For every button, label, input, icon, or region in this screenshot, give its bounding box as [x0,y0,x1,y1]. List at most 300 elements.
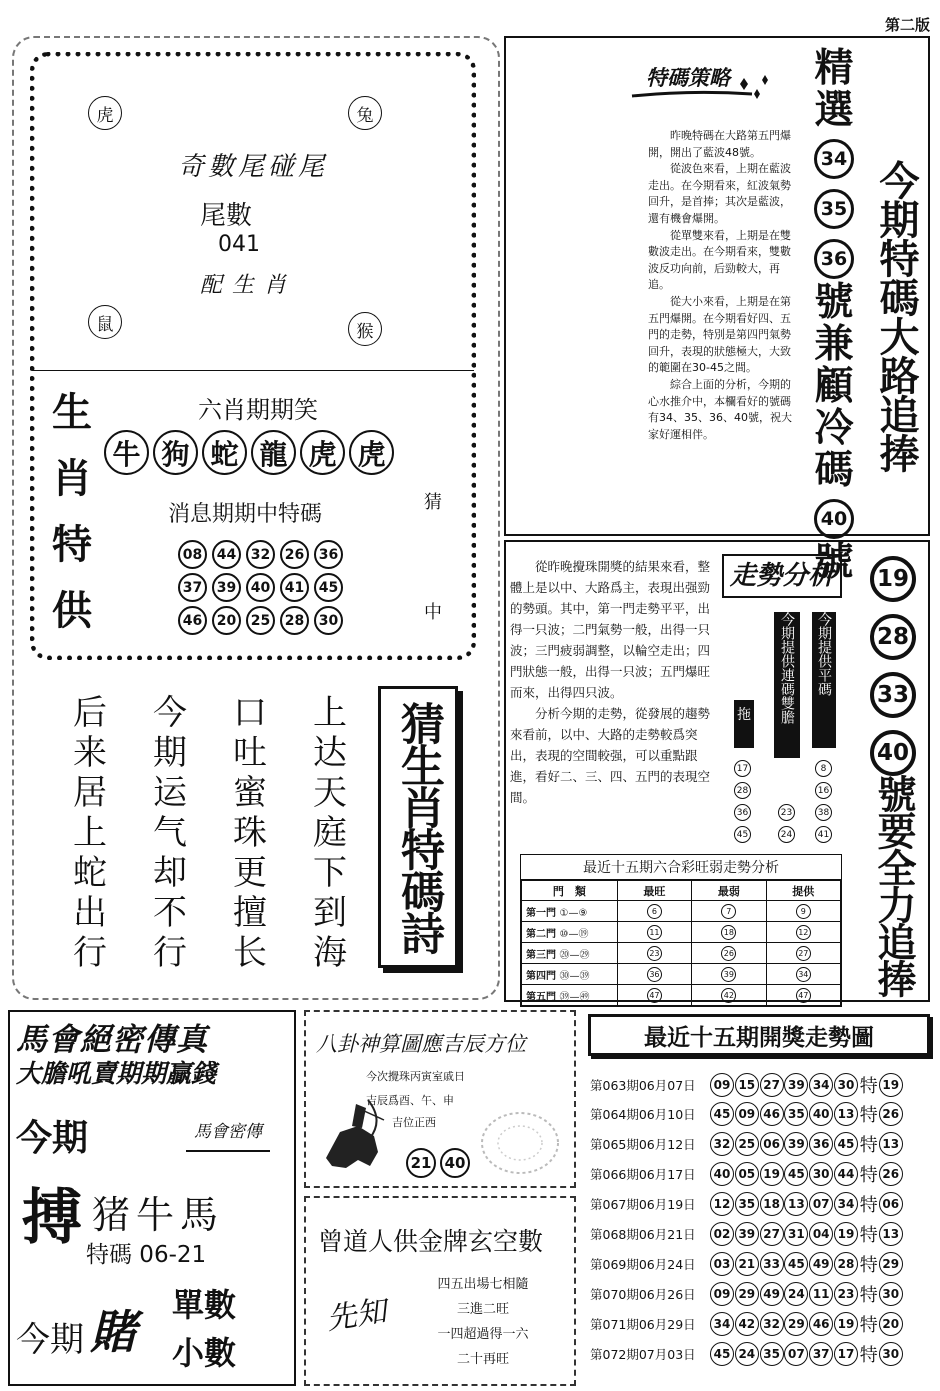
draw-ball: 11 [809,1282,833,1306]
draw-ball: 18 [760,1192,784,1216]
draw-ball: 49 [809,1252,833,1276]
draw-ball: 46 [809,1312,833,1336]
draw-label: 第067期06月19日 [590,1197,696,1213]
table-cell [617,922,691,943]
poem-char: 上 [73,813,107,853]
picks-char: 碼 [814,448,854,493]
number-ball: 37 [178,573,207,602]
poem-char: 庭 [313,813,347,853]
poem-char: 擅 [233,893,267,933]
number-chip: 39 [721,967,736,982]
poem-char: 气 [153,813,187,853]
poem-char: 达 [313,733,347,773]
number-chip: 36 [647,967,662,982]
bagua-title: 八卦神算圖應吉辰方位 [316,1032,526,1056]
table-cell [692,922,766,943]
side-char: 供 [52,587,92,634]
poem-char: 更 [233,853,267,893]
draw-ball: 31 [784,1222,808,1246]
draw-ball: 45 [834,1132,858,1156]
picks-column [808,48,860,584]
strength-table-wrap [520,854,842,1007]
trend-ball: 33 [870,672,916,718]
trend-headline: 號要全力追捧 [871,774,916,996]
odd-tail-title: 奇數尾碰尾 [178,152,329,182]
side-char: 生 [52,389,92,436]
draw-ball: 35 [784,1102,808,1126]
lucky-ball: 40 [440,1148,470,1178]
zodiac-ball: 虎 [349,430,394,475]
number-ball: 45 [314,573,343,602]
six-zodiac-row [104,430,394,475]
strategy-headline: 今期特碼大路追捧 [873,160,919,472]
draw-row [590,1192,934,1217]
table-cell [766,901,840,922]
draw-row [590,1341,934,1366]
picks-char: 顧 [814,364,854,409]
poem-char: 口 [233,693,267,733]
gate-label: 第二門 [526,928,556,940]
draw-ball: 34 [834,1192,858,1216]
pick-ball: 40 [814,499,854,539]
strategy-logo [622,60,772,110]
draw-label: 第064期06月10日 [590,1107,696,1123]
table-header: 最弱 [692,881,766,901]
draw-ball: 24 [784,1282,808,1306]
poem-columns [70,693,350,973]
paragraph: 昨晚特碼在大路第五門爆開，開出了藍波48號。 [648,129,791,159]
gate-range: ㉚—㊴ [559,970,590,982]
poem-char: 行 [73,933,107,973]
draw-ball: 19 [834,1312,858,1336]
special-label: 特 [859,1195,878,1217]
special-number-grid [178,540,348,635]
table-header: 提供 [766,881,840,901]
draw-ball: 09 [710,1282,734,1306]
drag-label: 拖 [734,700,754,748]
strength-table-title: 最近十五期六合彩旺弱走勢分析 [521,855,841,880]
signature: 先知 [324,1293,389,1337]
this-period-label-2: 今期 [16,1320,84,1360]
draw-ball: 46 [760,1102,784,1126]
paragraph: 綜合上面的分析，今期的心水推介中，本欄看好的號碼有34、35、36、40號，祝大家好運相伴。 [648,377,792,441]
guess-right-label [424,448,442,668]
picks-char: 冷 [814,406,854,451]
number-chip: 28 [734,782,751,799]
special-label: 特 [859,1165,878,1187]
table-row [522,985,841,1006]
number-chip: 34 [796,967,811,982]
draw-ball: 25 [735,1132,759,1156]
draw-row [590,1072,934,1097]
poem-char: 蛇 [73,853,107,893]
draw-ball: 30 [809,1162,833,1186]
draw-ball: 29 [784,1312,808,1336]
paragraph: 從單雙來看，上期是在雙數波走出。在今期看來，雙數波反功向前，后勁較大，再追。 [648,228,791,292]
zodiac-ball: 狗 [153,430,198,475]
gate-range: ⑩—⑲ [559,928,589,940]
draw-ball: 45 [784,1252,808,1276]
draw-ball: 06 [760,1132,784,1156]
draw-ball: 30 [834,1073,858,1097]
bet-char: 搏 [22,1183,82,1253]
odd-number-label: 單數 [172,1286,237,1324]
poem-char: 海 [313,933,347,973]
number-ball: 25 [246,606,275,635]
picks-char: 號 [814,540,854,585]
draw-row [590,1162,934,1187]
double-numbers [778,804,798,843]
number-chip: 6 [647,904,662,919]
gate-cell [522,901,618,922]
bet-animals: 猪牛馬 [92,1193,225,1237]
poem-char: 居 [73,773,107,813]
picks-char: 兼 [814,322,854,367]
special-ball: 20 [879,1312,903,1336]
table-row [522,943,841,964]
draw-ball: 33 [760,1252,784,1276]
divider [32,370,474,371]
bagua-line-3: 吉位正西 [392,1116,436,1129]
table-row [522,922,841,943]
poem-char: 后 [73,693,107,733]
draw-ball: 09 [735,1102,759,1126]
gate-cell [522,964,618,985]
this-period-label: 今期 [16,1118,89,1159]
trend-ball: 19 [870,556,916,602]
number-ball: 44 [212,540,241,569]
draw-ball: 27 [760,1073,784,1097]
special-label: 特 [859,1135,878,1157]
draw-label: 第069期06月24日 [590,1256,696,1272]
table-header: 門 類 [522,881,618,901]
trend-balls [866,556,920,776]
gate-label: 第五門 [526,991,556,1003]
draw-ball: 40 [809,1102,833,1126]
verse-line: 二十再旺 [456,1352,509,1367]
verse-line: 一四超過得一六 [437,1327,529,1342]
draw-label: 第063期06月07日 [590,1077,696,1093]
zodiac-tiger: 虎 [88,96,122,130]
draw-ball: 09 [710,1073,734,1097]
draw-ball: 13 [784,1192,808,1216]
zodiac-ball: 龍 [251,430,296,475]
number-chip: 11 [647,925,662,940]
poem-title: 猜生肖特碼詩 [393,701,444,953]
number-chip: 41 [815,826,832,843]
tail-number: 041 [218,232,260,257]
side-char: 特 [52,521,92,568]
poem-char: 蜜 [233,773,267,813]
special-label: 特 [859,1254,878,1276]
poem-col [310,693,350,973]
number-ball: 41 [280,573,309,602]
number-chip: 38 [815,804,832,821]
special-ball: 19 [879,1073,903,1097]
table-cell [766,964,840,985]
draw-ball: 03 [710,1252,734,1276]
small-number-label: 小數 [172,1334,237,1372]
bagua-diagram-icon [478,1108,562,1178]
poem-char: 今 [153,693,187,733]
bagua-line-2: 吉辰爲酉、午、申 [366,1094,454,1107]
draw-row [590,1251,934,1276]
number-chip: 9 [796,904,811,919]
pick-ball: 35 [814,189,854,229]
poem-char: 运 [153,773,187,813]
zodiac-monkey: 猴 [348,312,382,346]
poem-char: 到 [313,893,347,933]
number-ball: 32 [246,540,275,569]
bagua-line-1: 今次攪珠丙寅室戚日 [366,1070,465,1083]
gate-label: 第三門 [526,949,556,961]
number-chip: 26 [721,946,736,961]
draw-ball: 29 [735,1282,759,1306]
drag-numbers [734,760,754,843]
special-ball: 26 [879,1162,903,1186]
special-ball: 29 [879,1252,903,1276]
fax-title: 馬會絕密傳真 [16,1022,208,1058]
edition-label: 第二版 [884,16,930,34]
gate-cell [522,985,618,1006]
trend-logo: 走勢分析 [722,554,842,598]
horseman-archer-icon [318,1096,390,1172]
poem-char: 来 [73,733,107,773]
pick-ball: 36 [814,239,854,279]
table-row [522,901,841,922]
six-zodiac-side-label [50,380,94,644]
draw-ball: 19 [834,1222,858,1246]
trend-ball: 28 [870,614,916,660]
double-pick-label: 今期提供連碼雙膽 [774,612,800,758]
gold-title: 曾道人供金牌玄空數 [318,1227,544,1256]
special-ball: 13 [879,1132,903,1156]
table-row [522,964,841,985]
draws-list [590,1072,934,1366]
draw-ball: 44 [834,1162,858,1186]
draw-ball: 40 [710,1162,734,1186]
draw-row [590,1102,934,1127]
draw-ball: 07 [809,1192,833,1216]
paragraph: 從大小來看，上期是在第五門爆開。在今期看好四、五門的走勢，特別是第四門氣勢回升，表現的狀態極大，大致的範圍在30-45之間。 [648,294,791,375]
special-label: 特 [859,1105,878,1127]
draw-ball: 17 [834,1342,858,1366]
table-cell [617,901,691,922]
flat-pick-label: 今期提供平碼 [812,612,836,748]
number-chip: 23 [647,946,662,961]
number-chip: 7 [721,904,736,919]
special-label: 特 [859,1224,878,1246]
draw-ball: 39 [784,1132,808,1156]
six-zodiac-title: 六肖期期笑 [198,396,318,424]
number-ball: 08 [178,540,207,569]
special-ball: 13 [879,1222,903,1246]
poem-col [70,693,110,973]
draw-ball: 35 [760,1342,784,1366]
special-ball: 06 [879,1192,903,1216]
number-chip: 16 [815,782,832,799]
tail-number-label: 尾數 [200,201,253,231]
draw-ball: 34 [809,1073,833,1097]
side-char: 猜 [424,492,442,513]
number-ball: 36 [314,540,343,569]
picks-char: 選 [814,88,854,133]
poem-col [230,693,270,973]
number-ball: 28 [280,606,309,635]
draw-ball: 27 [760,1222,784,1246]
strength-table [521,880,841,1006]
poem-char: 不 [153,893,187,933]
draw-ball: 21 [735,1252,759,1276]
number-ball: 46 [178,606,207,635]
gate-range: ⑳—㉙ [559,949,590,961]
number-chip: 23 [778,804,795,821]
draw-ball: 37 [809,1342,833,1366]
table-cell [692,964,766,985]
table-cell [766,922,840,943]
poem-char: 珠 [233,813,267,853]
picks-char: 號 [814,280,854,325]
zodiac-rat: 鼠 [88,305,122,339]
table-header: 最旺 [617,881,691,901]
table-cell [617,964,691,985]
draw-ball: 39 [784,1073,808,1097]
poem-char: 长 [233,933,267,973]
draw-ball: 28 [834,1252,858,1276]
draw-label: 第070期06月26日 [590,1286,696,1302]
draw-ball: 07 [784,1342,808,1366]
zodiac-ball: 蛇 [202,430,247,475]
special-ball: 26 [879,1102,903,1126]
draw-ball: 02 [710,1222,734,1246]
gold-verse [408,1272,558,1372]
side-char: 肖 [52,455,92,502]
draw-ball: 04 [809,1222,833,1246]
paragraph: 從波色來看，上期在藍波走出。在今期看來，紅波氣勢回升，是首捧；其次是藍波，還有機會爆開。 [648,162,791,225]
draw-row [590,1132,934,1157]
strategy-logo-text: 特碼策略 [646,66,730,90]
number-chip: 42 [721,988,736,1003]
verse-line: 三進二旺 [456,1302,509,1317]
poem-char: 下 [313,853,347,893]
number-chip: 47 [796,988,811,1003]
draw-ball: 36 [809,1132,833,1156]
draw-row [590,1221,934,1246]
draw-ball: 15 [735,1073,759,1097]
table-cell [766,985,840,1006]
draw-ball: 49 [760,1282,784,1306]
gate-range: ①—⑨ [559,907,588,919]
number-chip: 47 [647,988,662,1003]
flat-numbers [815,760,835,843]
special-label: 特 [859,1314,878,1336]
paragraph: 分析今期的走勢，從發展的趨勢來看前，以中、大路的走勢較爲突出，表現的空間較强，可以重點跟進，看好二、三、四、五門的表現空間。 [510,706,711,805]
number-ball: 39 [212,573,241,602]
number-chip: 8 [815,760,832,777]
draw-label: 第066期06月17日 [590,1167,696,1183]
draw-label: 第068期06月21日 [590,1226,696,1242]
draw-ball: 45 [710,1342,734,1366]
zodiac-rabbit: 兔 [348,96,382,130]
poem-title-box [378,686,458,968]
strategy-text [648,128,796,443]
poem-char: 行 [153,933,187,973]
gate-cell [522,943,618,964]
poem-char: 出 [73,893,107,933]
gate-range: ㊴—㊾ [559,991,590,1003]
poem-col [150,693,190,973]
number-ball: 30 [314,606,343,635]
special-label: 特 [859,1284,878,1306]
zodiac-ball: 虎 [300,430,345,475]
draw-ball: 35 [735,1192,759,1216]
draw-row [590,1281,934,1306]
special-label: 特 [859,1075,878,1097]
draw-ball: 45 [784,1162,808,1186]
number-chip: 12 [796,925,811,940]
six-zodiac-subtitle: 消息期期中特碼 [168,502,323,527]
fax-subtitle: 大膽吼賣期期贏錢 [16,1059,217,1088]
poem-char: 却 [153,853,187,893]
number-ball: 20 [212,606,241,635]
special-number-range: 特碼 06-21 [86,1242,207,1268]
table-cell [692,943,766,964]
draw-row [590,1311,934,1336]
number-chip: 27 [796,946,811,961]
draw-ball: 05 [735,1162,759,1186]
number-ball: 26 [280,540,309,569]
pick-ball: 34 [814,139,854,179]
draw-ball: 34 [710,1312,734,1336]
poem-char: 期 [153,733,187,773]
poem-char: 天 [313,773,347,813]
draws-title: 最近十五期開獎走勢圖 [644,1024,874,1051]
draw-ball: 12 [710,1192,734,1216]
table-cell [617,943,691,964]
zodiac-ball: 牛 [104,430,149,475]
special-ball: 30 [879,1282,903,1306]
draw-ball: 45 [710,1102,734,1126]
draw-label: 第065期06月12日 [590,1137,696,1153]
fax-stamp: 馬會密傳 [186,1112,270,1152]
picks-char: 精 [814,46,854,91]
special-ball: 30 [879,1342,903,1366]
gate-label: 第四門 [526,970,556,982]
table-header-row [522,881,841,901]
draw-ball: 19 [760,1162,784,1186]
side-char: 中 [424,602,442,623]
draw-ball: 32 [760,1312,784,1336]
draws-title-box [588,1014,930,1056]
draw-ball: 24 [735,1342,759,1366]
number-chip: 24 [778,826,795,843]
paragraph: 從昨晚攪珠開獎的結果來看，整體上是以中、大路爲主，表現出强勁的勢頭。其中，第一門走勢平平，出得一只波；二門氣勢一般，出得一只波；三門疲弱調整，以輪空走出；四門狀態一般，出得一只波；五門爆旺而來，出得四只波。 [510,559,711,700]
poem-char: 吐 [233,733,267,773]
trend-ball: 40 [870,730,916,776]
match-zodiac-label: 配生肖 [200,273,297,298]
number-chip: 18 [721,925,736,940]
gamble-char: 賭 [90,1305,136,1359]
table-cell [692,985,766,1006]
gate-label: 第一門 [526,907,556,919]
number-chip: 45 [734,826,751,843]
table-cell [617,985,691,1006]
table-cell [692,901,766,922]
draw-ball: 32 [710,1132,734,1156]
draw-ball: 42 [735,1312,759,1336]
bagua-balls [406,1148,470,1178]
draw-ball: 13 [834,1102,858,1126]
